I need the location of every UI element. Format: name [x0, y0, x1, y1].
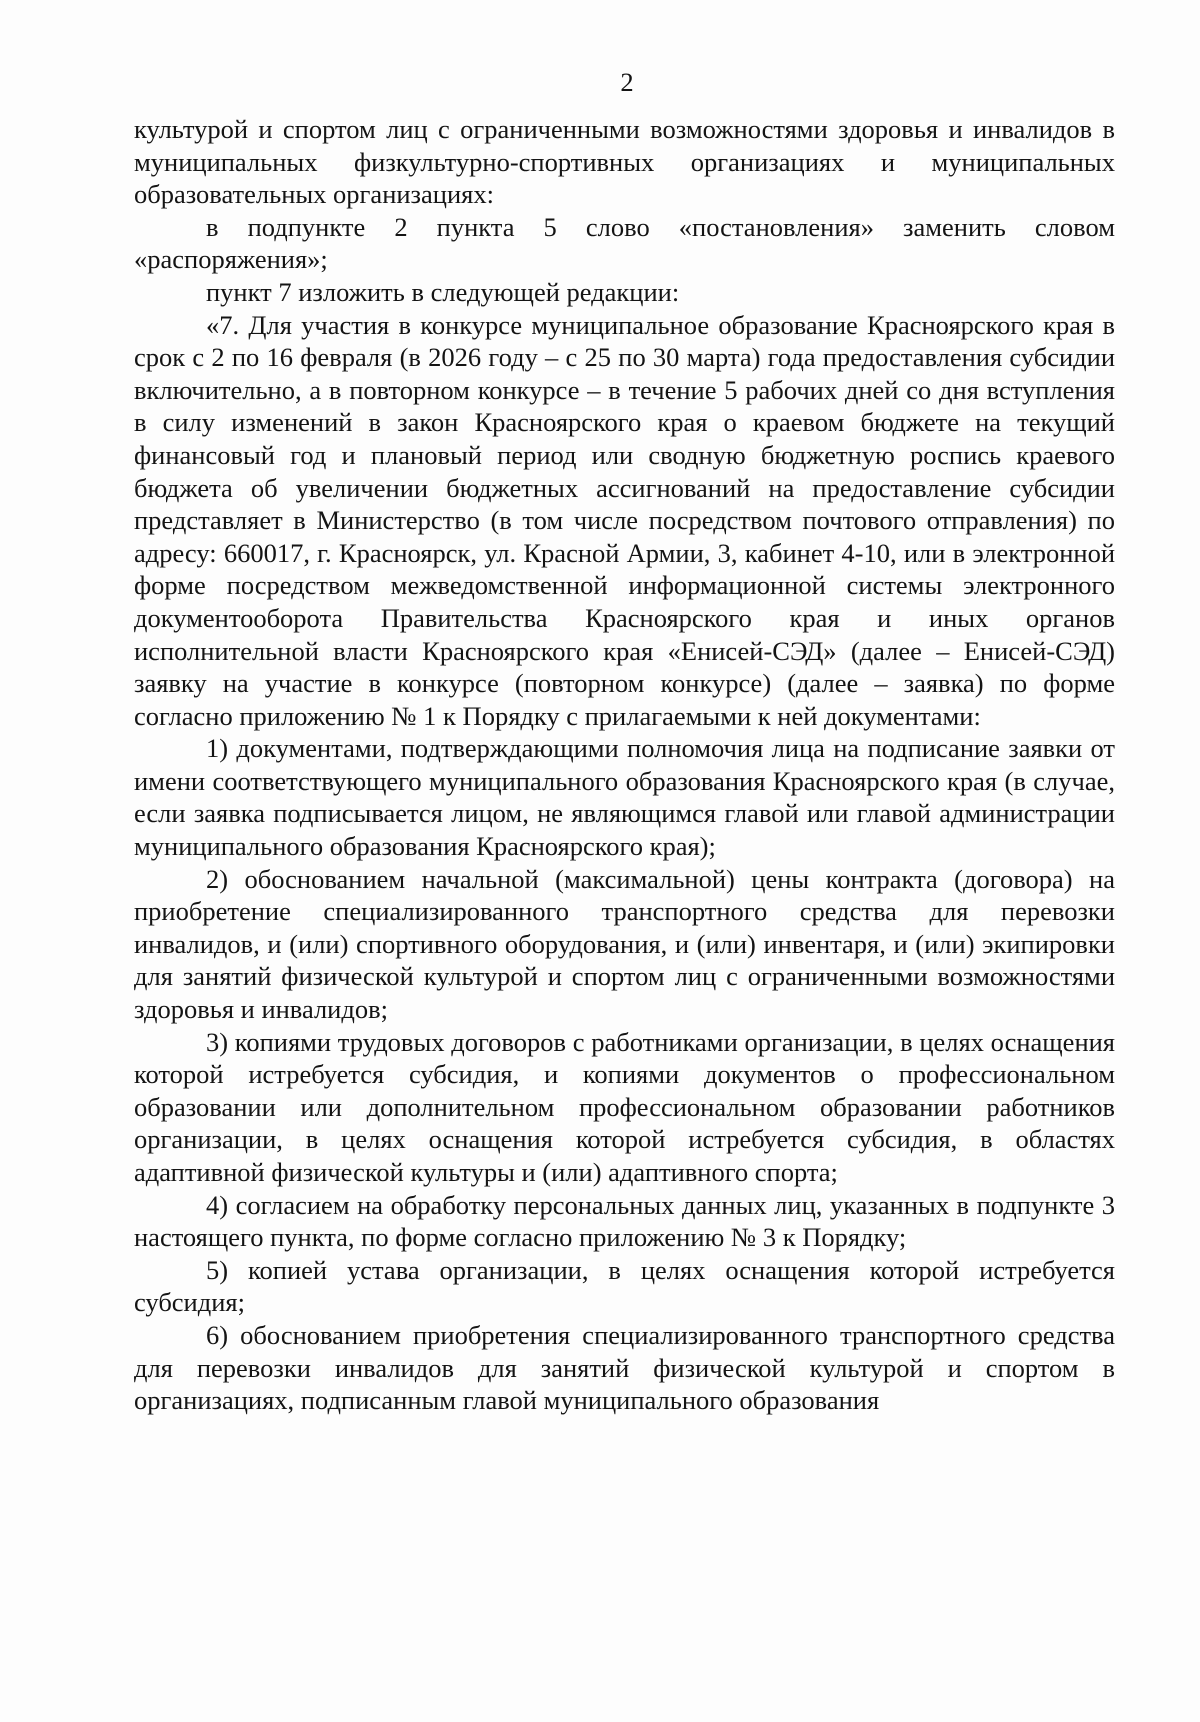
paragraph-amendment-point-5: в подпункте 2 пункта 5 слово «постановления» заменить словом «распоряжения»; — [134, 211, 1115, 275]
list-item-5: 5) копией устава организации, в целях оснащения которой истребуется субсидия; — [134, 1254, 1115, 1318]
list-item-1: 1) документами, подтверждающими полномочия лица на подписание заявки от имени соответствующего муниципального образования Красноярского края (в случае, если заявка подписывается лицом, не являющимся главой или главой администрации муниципального образования Красноярского края); — [134, 733, 1115, 862]
list-item-6: 6) обоснованием приобретения специализированного транспортного средства для перевозки инвалидов для занятий физической культурой и спортом в организациях, подписанным главой муниципального образования — [134, 1319, 1115, 1416]
list-item-4: 4) согласием на обработку персональных данных лиц, указанных в подпункте 3 настоящего пункта, по форме согласно приложению № 3 к Порядку; — [134, 1189, 1115, 1253]
list-item-2: 2) обоснованием начальной (максимальной) цены контракта (договора) на приобретение специализированного транспортного средства для перевозки инвалидов, и (или) спортивного оборудования, и (или) инвентаря, и (или) экипировки для занятий физической культурой и спортом лиц с ограниченными возможностями здоровья и инвалидов; — [134, 863, 1115, 1025]
document-body — [134, 113, 1115, 1417]
paragraph-amendment-point-7: пункт 7 изложить в следующей редакции: — [206, 276, 680, 307]
paragraph-continuation: культурой и спортом лиц с ограниченными возможностями здоровья и инвалидов в муниципальных физкультурно-спортивных организациях и муниципальных образовательных организациях: — [134, 114, 1115, 210]
paragraph-point-7-text: «7. Для участия в конкурсе муниципальное образование Красноярского края в срок с 2 по 16 февраля (в 2026 году – с 25 по 30 марта) года предоставления субсидии включительно, а в повторном конкурсе – в течение 5 рабочих дней со дня вступления в силу изменений в закон Красноярского края о краевом бюджете на текущий финансовый год и плановый период или сводную бюджетную роспись краевого бюджета об увеличении бюджетных ассигнований на предоставление субсидии представляет в Министерство (в том числе посредством почтового отправления) по адресу: 660017, г. Красноярск, ул. Красной Армии, 3, кабинет 4-10, или в электронной форме посредством межведомственной информационной системы электронного документооборота Правительства Красноярского края и иных органов исполнительной власти Красноярского края «Енисей-СЭД» (далее – Енисей-СЭД) заявку на участие в конкурсе (повторном конкурсе) (далее – заявка) по форме согласно приложению № 1 к Порядку с прилагаемыми к ней документами: — [134, 309, 1115, 731]
page-number: 2 — [620, 67, 634, 97]
list-item-3: 3) копиями трудовых договоров с работниками организации, в целях оснащения которой истребуется субсидия, и копиями документов о профессиональном образовании или дополнительном профессиональном образовании работников организации, в целях оснащения которой истребуется субсидия, в областях адаптивной физической культуры и (или) адаптивного спорта; — [134, 1026, 1115, 1187]
